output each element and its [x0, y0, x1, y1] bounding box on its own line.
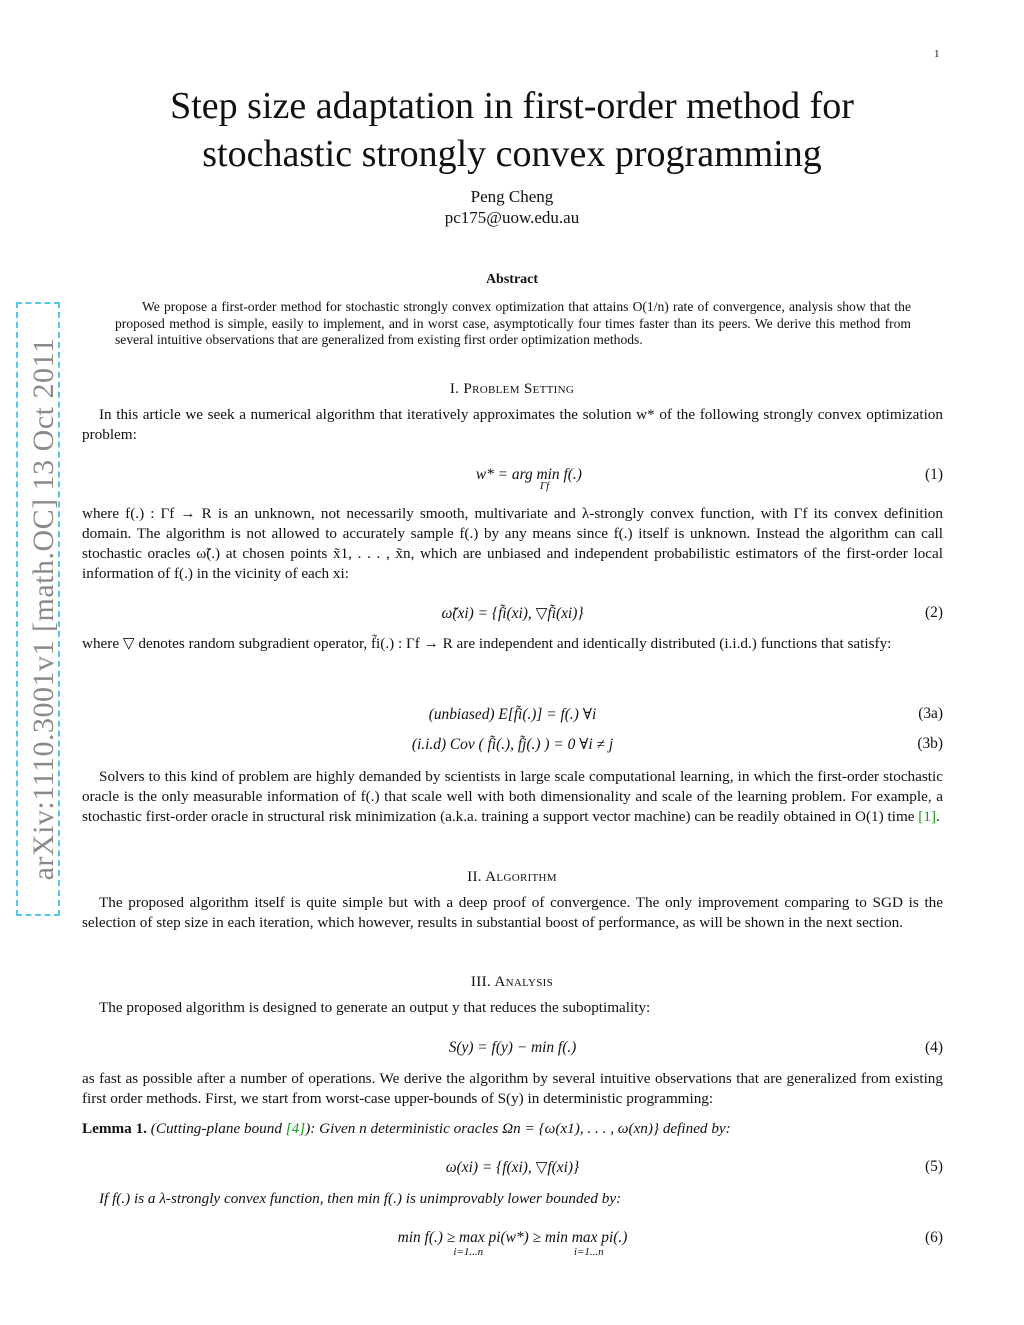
author-name: Peng Cheng [470, 187, 554, 206]
equation-1-subscript: Γf [539, 480, 550, 492]
abstract-text: We propose a first-order method for stochastic strongly convex optimization that attains O(1/n) rate of convergence, analysis show that the proposed method is simple, easily to implement, and in worst case, asymptotically four times faster than its peers. We derive this method from several intuitive observations that are generalized from existing first order optimization methods. [115, 299, 911, 347]
author-email: pc175@uow.edu.au [444, 208, 580, 227]
equation-6-subscript-2: i=1...n [573, 1246, 604, 1258]
section-1-paragraph-4-text: Solvers to this kind of problem are highly demanded by scientists in large scale computational learning, in which the first-order stochastic oracle is the only measurable information of f(.) that scale well with both dimensionality and scale of the learning problem. For example, a stochastic first-order oracle in structural risk minimization (a.k.a. training a support vector machine) can be readily obtained in O(1) time [82, 768, 943, 825]
section-1-paragraph-4-end: . [936, 808, 940, 825]
equation-3a-number: (3a) [918, 705, 943, 722]
abstract-heading: Abstract [485, 272, 539, 287]
arxiv-watermark: arXiv:1110.3001v1 [math.OC] 13 Oct 2011 [27, 337, 60, 881]
section-1-paragraph-3: where ▽ denotes random subgradient operator, f̃i(.) : Γf → R are independent and identically distributed (i.i.d.) functions that satisfy: [82, 635, 892, 652]
equation-6-body: min f(.) ≥ max pi(w*) ≥ min max pi(.) [397, 1229, 628, 1246]
equation-3a [82, 705, 943, 729]
section-2-heading: II. Algorithm [467, 868, 557, 885]
equation-3b-number: (3b) [917, 735, 943, 752]
equation-6 [82, 1229, 943, 1263]
equation-4-number: (4) [925, 1039, 943, 1056]
equation-5-number: (5) [925, 1158, 943, 1175]
lemma-1-label: Lemma 1. [82, 1120, 147, 1137]
section-1-paragraph-2: where f(.) : Γf → R is an unknown, not necessarily smooth, multivariate and λ-strongly convex function, with Γf its convex definition domain. The algorithm is not allowed to accurately sample f(.) by any means since f(.) itself is unknown. Instead the algorithm can call stochastic oracles ω̃(.) at chosen points x̃1, . . . , x̃n, which are unbiased and independent probabilistic estimators of the first-order local information of f(.) in the vicinity of each xi: [82, 505, 943, 582]
section-1-paragraph-4 [82, 767, 943, 827]
equation-2-body: ω̃(xi) = {f̃i(xi), ▽f̃i(xi)} [441, 605, 584, 622]
section-3-paragraph-2: as fast as possible after a number of operations. We derive the algorithm by several intuitive observations that are generalized from existing first order methods. First, we start from worst-case upper-bounds of S(y) in deterministic programming: [82, 1070, 943, 1107]
section-3-paragraph-1: The proposed algorithm is designed to generate an output y that reduces the suboptimality: [99, 999, 651, 1016]
title-line-1: Step size adaptation in first-order method for [170, 85, 854, 127]
equation-2-number: (2) [925, 604, 943, 621]
equation-3b [82, 735, 943, 759]
section-1-heading: I. Problem Setting [449, 380, 575, 397]
equation-4-body: S(y) = f(y) − min f(.) [448, 1039, 577, 1056]
equation-1-number: (1) [925, 466, 943, 483]
lemma-1-conclusion: If f(.) is a λ-strongly convex function, then min f(.) is unimprovably lower bounded by: [99, 1190, 622, 1207]
paper-title [0, 82, 1024, 178]
lemma-1-text-a: (Cutting-plane bound [150, 1120, 286, 1137]
citation-1-link[interactable]: [1] [918, 808, 937, 825]
citation-4-link[interactable]: [4] [285, 1120, 306, 1137]
section-1-paragraph-1: In this article we seek a numerical algorithm that iteratively approximates the solution w* of the following strongly convex optimization problem: [82, 406, 943, 443]
equation-3b-body: (i.i.d) Cov ( f̃i(.), f̃j(.) ) = 0 ∀i ≠ j [411, 736, 614, 753]
page-number: 1 [934, 48, 940, 60]
equation-4 [82, 1039, 943, 1063]
section-2-paragraph-1: The proposed algorithm itself is quite simple but with a deep proof of convergence. The only improvement comparing to SGD is the selection of step size in each iteration, which however, results in substantial boost of performance, as will be shown in the next section. [82, 894, 943, 931]
author-block [0, 186, 1024, 228]
equation-6-subscript-1: i=1...n [453, 1246, 484, 1258]
equation-5-body: ω(xi) = {f(xi), ▽f(xi)} [445, 1159, 580, 1176]
title-line-2: stochastic strongly convex programming [202, 133, 822, 175]
equation-5 [82, 1158, 943, 1182]
section-3-heading: III. Analysis [470, 973, 554, 990]
lemma-1-text-b: ): Given n deterministic oracles Ωn = {ω(x1), . . . , ω(xn)} defined by: [305, 1120, 731, 1137]
equation-1-body: w* = arg min f(.) [475, 466, 582, 483]
equation-3a-body: (unbiased) E[f̃i(.)] = f(.) ∀i [428, 706, 597, 723]
equation-1 [82, 466, 943, 490]
equation-6-number: (6) [925, 1229, 943, 1246]
equation-2 [82, 604, 943, 628]
lemma-1 [82, 1119, 943, 1139]
